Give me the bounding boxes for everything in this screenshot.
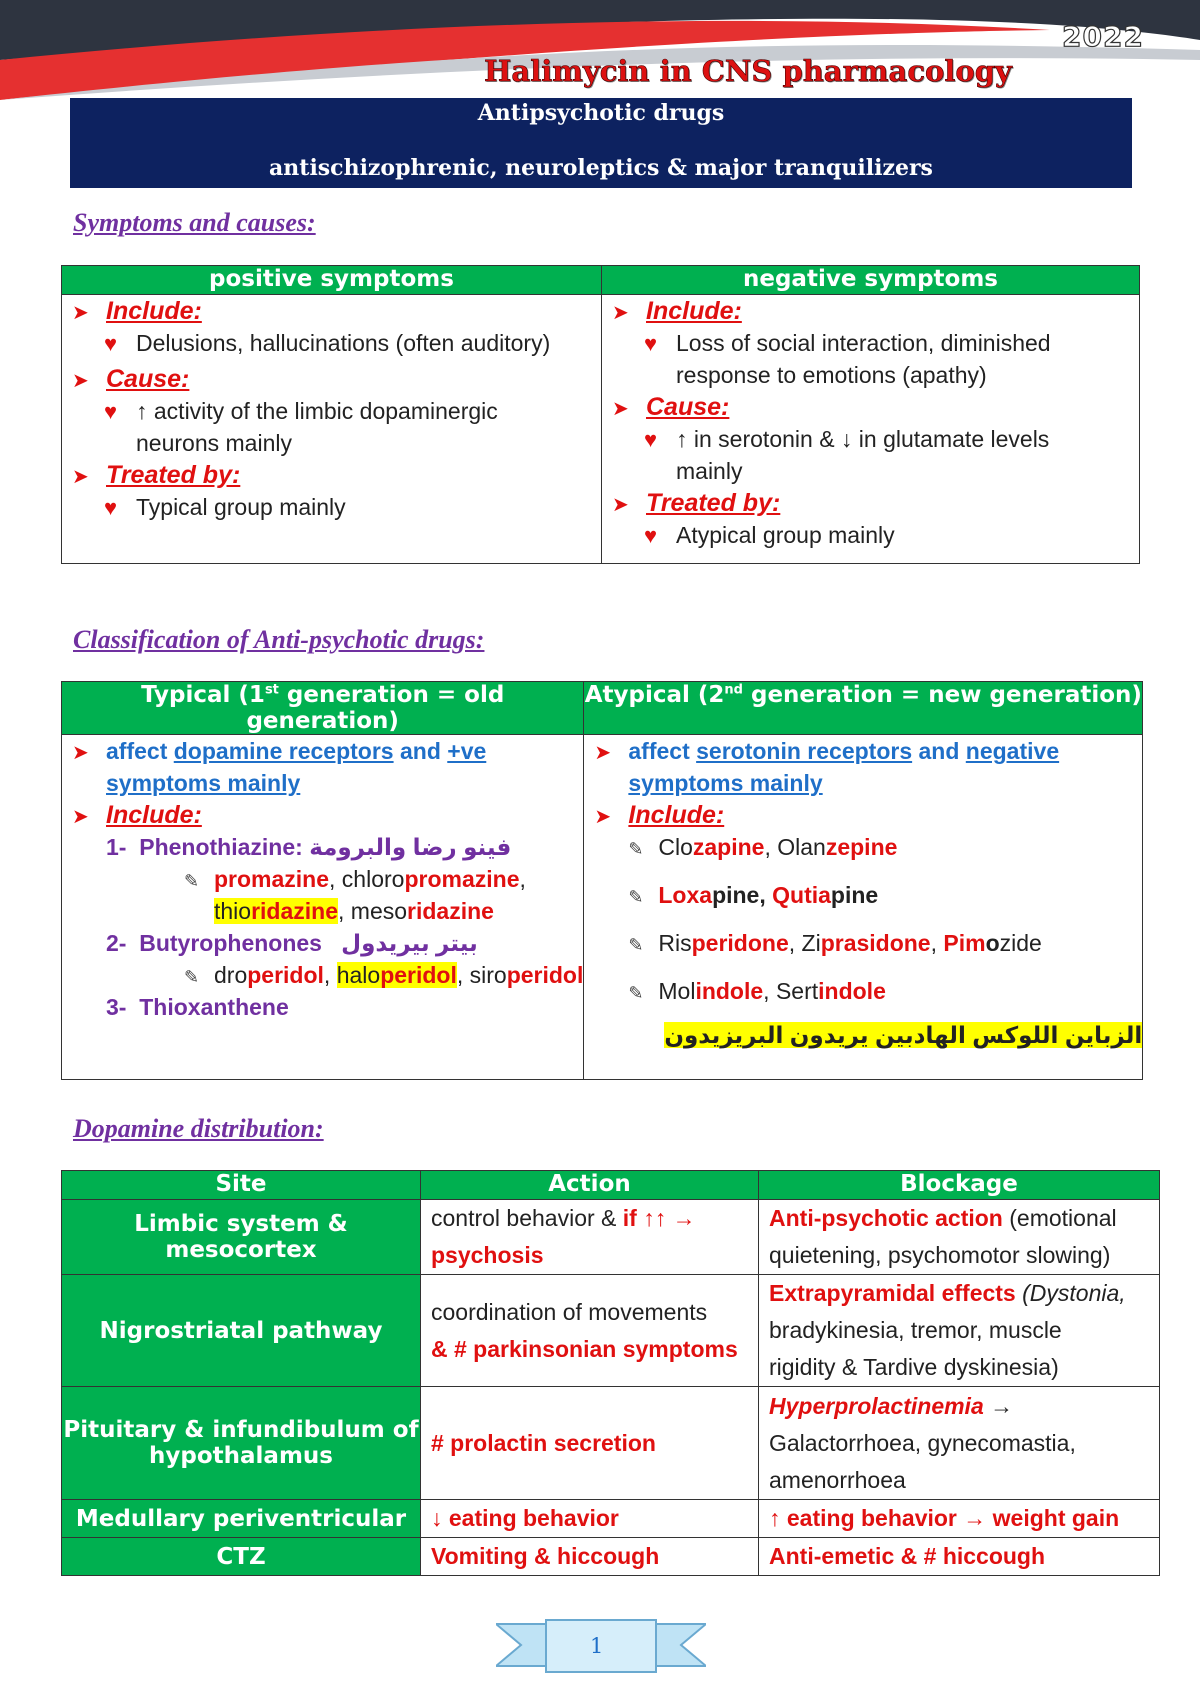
treated-label: Treated by:: [106, 461, 241, 489]
arrow-icon: ➤: [72, 466, 89, 488]
atypical-cell: ➤ affect serotonin receptors and negative symptoms mainly ➤ Include: ✎ Clozapine, Olanzepine ✎ Loxapine, Qutiapine ✎ Risperidone, Ziprasidone, Pimozide ✎ Molindole, Sertindole الزباين اللوكس الهادبين يريدون البريزيدون: [584, 735, 1143, 1080]
cause-label: Cause:: [646, 393, 730, 421]
negative-header: negative symptoms: [602, 266, 1140, 295]
typical-cell: ➤ affect dopamine receptors and +ve symptoms mainly ➤ Include: 1- Phenothiazine: فينو رضا والبرومة ✎ promazine, chloropromazine, thioridazine, mesoridazine 2- Butyrophenones بيتر بيريدول ✎ droperidol, haloperidol, siroperidol 3- Thioxanthene: [62, 735, 584, 1080]
pen-icon: ✎: [628, 887, 644, 907]
site-cell: Limbic system & mesocortex: [62, 1200, 421, 1275]
table-row: Limbic system & mesocortex control behavior & if ↑↑ → psychosis Anti-psychotic action (emotional quietening, psychomotor slowing): [62, 1200, 1160, 1275]
section-heading-dopamine: Dopamine distribution:: [73, 1114, 324, 1143]
arrow-icon: ➤: [612, 302, 629, 324]
pen-icon: ✎: [628, 983, 644, 1003]
group-phenothiazine: 1- Phenothiazine: فينو رضا والبرومة: [106, 834, 512, 860]
include-text: Delusions, hallucinations (often auditory): [136, 330, 551, 356]
treated-text: Atypical group mainly: [676, 522, 895, 548]
arrow-icon: ➤: [612, 494, 629, 516]
heart-icon: ♥: [104, 399, 118, 424]
site-cell: Pituitary & infundibulum of hypothalamus: [62, 1387, 421, 1500]
table-row: CTZ Vomiting & hiccough Anti-emetic & # hiccough: [62, 1538, 1160, 1576]
pen-icon: ✎: [184, 871, 200, 891]
title-main: Antipsychotic drugs: [477, 100, 725, 126]
cause-text-cont: mainly: [676, 458, 743, 484]
include-label: Include:: [646, 297, 742, 325]
cause-text: ↑ activity of the limbic dopaminergic: [136, 398, 498, 424]
pen-icon: ✎: [184, 967, 200, 987]
table-row: Pituitary & infundibulum of hypothalamus # prolactin secretion Hyperprolactinemia → Galactorrhoea, gynecomastia, amenorrhoea: [62, 1387, 1160, 1500]
page-number: 1: [590, 1634, 604, 1658]
drug-list: ✎ Clozapine, Olanzepine: [594, 831, 1142, 863]
cause-text-cont: neurons mainly: [136, 430, 292, 456]
cause-text: ↑ in serotonin & ↓ in glutamate levels: [676, 426, 1050, 452]
section-heading-classification: Classification of Anti-psychotic drugs:: [73, 625, 485, 654]
brand-title: Halimycin in CNS pharmacology: [484, 54, 1012, 88]
include-text: Loss of social interaction, diminished: [676, 330, 1051, 356]
title-subtitle: antischizophrenic, neuroleptics & major tranquilizers: [269, 155, 933, 181]
col-action: Action: [421, 1171, 759, 1200]
site-cell: Medullary periventricular: [62, 1500, 421, 1538]
typical-header: Typical (1st generation = old generation): [62, 682, 584, 735]
site-cell: CTZ: [62, 1538, 421, 1576]
drug-list: ✎ promazine, chloropromazine,: [72, 863, 583, 895]
drug-list: ✎ Molindole, Sertindole: [594, 975, 1142, 1007]
col-blockage: Blockage: [759, 1171, 1160, 1200]
year-label: 2022: [1062, 20, 1144, 53]
classification-table: [61, 681, 1143, 1080]
arrow-icon: ➤: [72, 302, 89, 324]
arrow-icon: ➤: [612, 398, 629, 420]
arrow-icon: ➤: [72, 806, 89, 828]
treated-label: Treated by:: [646, 489, 781, 517]
positive-cell: [62, 295, 602, 564]
arabic-mnemonic: الزباين اللوكس الهادبين يريدون البريزيدون: [664, 1022, 1143, 1048]
drug-list: ✎ Risperidone, Ziprasidone, Pimozide: [594, 927, 1142, 959]
heart-icon: ♥: [104, 331, 118, 356]
drug-list: ✎ Loxapine, Qutiapine: [594, 879, 1142, 911]
cause-label: Cause:: [106, 365, 190, 393]
heart-icon: ♥: [644, 331, 658, 356]
symptoms-table: [61, 265, 1140, 564]
negative-cell: [602, 295, 1140, 564]
treated-text: Typical group mainly: [136, 494, 346, 520]
table-row: Medullary periventricular ↓ eating behavior ↑ eating behavior → weight gain: [62, 1500, 1160, 1538]
section-heading-symptoms: Symptoms and causes:: [73, 208, 316, 237]
drug-list: thioridazine, mesoridazine: [214, 898, 494, 924]
pen-icon: ✎: [628, 839, 644, 859]
group-butyrophenones: 2- Butyrophenones بيتر بيريدول: [106, 930, 478, 956]
drug-list: ✎ droperidol, haloperidol, siroperidol: [72, 959, 583, 991]
arrow-icon: ➤: [72, 370, 89, 392]
pen-icon: ✎: [628, 935, 644, 955]
arrow-icon: ➤: [594, 742, 612, 764]
heart-icon: ♥: [644, 427, 658, 452]
include-label: Include:: [106, 297, 202, 325]
heart-icon: ♥: [644, 523, 658, 548]
arrow-icon: ➤: [72, 742, 89, 764]
title-box: [70, 98, 1132, 188]
col-site: Site: [62, 1171, 421, 1200]
positive-header: positive symptoms: [62, 266, 602, 295]
include-label: Include:: [628, 801, 725, 829]
heart-icon: ♥: [104, 495, 118, 520]
dopamine-table: [61, 1170, 1160, 1576]
arrow-icon: ➤: [594, 806, 612, 828]
group-thioxanthene: 3- Thioxanthene: [106, 994, 289, 1020]
atypical-header: Atypical (2nd generation = new generation): [584, 682, 1143, 735]
include-text-cont: response to emotions (apathy): [676, 362, 987, 388]
site-cell: Nigrostriatal pathway: [62, 1275, 421, 1387]
table-row: Nigrostriatal pathway coordination of movements & # parkinsonian symptoms Extrapyramidal effects (Dystonia, bradykinesia, tremor, muscle rigidity & Tardive dyskinesia): [62, 1275, 1160, 1387]
include-label: Include:: [106, 801, 202, 829]
